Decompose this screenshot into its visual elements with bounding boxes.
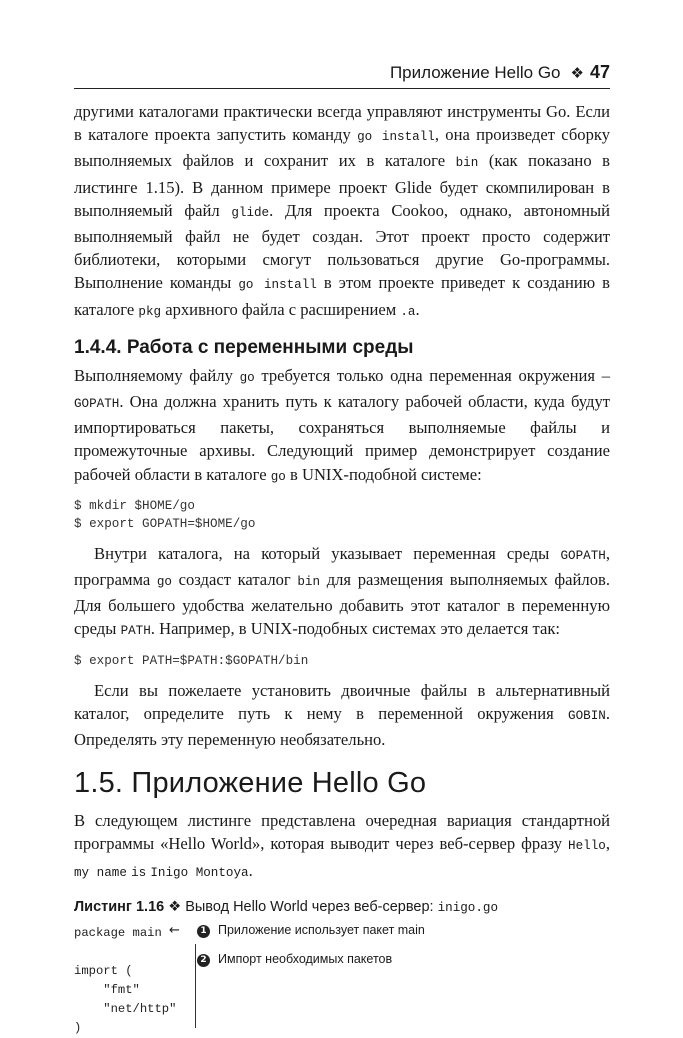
running-head-title: Приложение Hello Go xyxy=(389,63,561,82)
inline-code: my name xyxy=(74,865,127,880)
paragraph-bin-path: Внутри каталога, на который указывает переменная среды GOPATH, программа go создаст каталог bin для размещения выполняемых файлов. Для большего удобства желательно добавить этот каталог в переменную среды PATH. Например, в UNIX-подобных системах это делается так: xyxy=(74,543,610,639)
listing-code: package main import ( "fmt" "net/http" ) xyxy=(74,925,177,1035)
arrow-left-icon: ← xyxy=(169,922,180,938)
inline-code: glide xyxy=(231,205,270,220)
paragraph-gobin: Если вы пожелаете установить двоичные файлы в альтернативный каталог, определите путь к нему в переменной окружения GOBIN. Определять эту переменную необязательно. xyxy=(74,680,610,750)
inline-code: go install xyxy=(357,130,435,145)
listing-title: Вывод Hello World через веб-сервер: xyxy=(185,898,438,915)
inline-code: go xyxy=(156,575,172,590)
running-head xyxy=(74,56,610,89)
code-listing xyxy=(74,924,610,1034)
code-block-gopath: $ mkdir $HOME/go $ export GOPATH=$HOME/go xyxy=(74,498,256,531)
inline-code: pkg xyxy=(138,304,162,319)
page-body xyxy=(74,100,610,1034)
inline-code: bin xyxy=(297,575,321,590)
paragraph-go-install: другими каталогами практически всегда управляют инструменты Go. Если в каталоге проекта запустить команду go install, она произведет сборку выполняемых файлов и сохранит их в каталоге bin (как показано в листинге 1.15). В данном примере проект Glide будет скомпилирован в выполняемый файл glide. Для проекта Cookoo, однако, автономный выполняемый файл не будет создан. Этот проект просто содержит библиотеки, которыми смогут пользоваться другие Go-программы. Выполнение команды go install в этом проекте приведет к созданию в каталоге pkg архивного файла с расширением .a. xyxy=(74,102,610,319)
inline-code: .a xyxy=(400,304,416,319)
inline-code: is xyxy=(131,865,147,880)
callout-2-icon: 2 xyxy=(197,954,210,967)
inline-code: go install xyxy=(238,278,317,293)
inline-code: Hello xyxy=(568,839,606,854)
page-number: 47 xyxy=(589,62,610,82)
callout-1-icon: 1 xyxy=(197,925,210,938)
inline-code: GOPATH xyxy=(74,397,120,412)
inline-code: bin xyxy=(455,156,479,171)
paragraph-hello-world: В следующем листинге представлена очередная вариация стандартной программы «Hello World», которая выводит через веб-сервер фразу Hello, my name is Inigo Montoya. xyxy=(74,811,610,880)
separator-icon: ❖ xyxy=(168,898,182,915)
annotation-rule xyxy=(195,944,196,1028)
inline-code: PATH xyxy=(120,624,151,639)
paragraph-gopath: Выполняемому файлу go требуется только одна переменная окружения – GOPATH. Она должна хранить путь к каталогу рабочей области, куда будут импортироваться пакеты, сохраняться выполняемые файлы и промежуточные архивы. Следующий пример демонстрирует создание рабочей области в каталоге go в UNIX-подобной системе: xyxy=(74,365,611,484)
inline-code: GOPATH xyxy=(560,548,606,563)
code-block-path: $ export PATH=$PATH:$GOPATH/bin xyxy=(74,653,309,668)
listing-caption xyxy=(74,897,610,918)
section-heading-1-4-4: 1.4.4. Работа с переменными среды xyxy=(74,336,414,358)
inline-code: GOBIN xyxy=(568,708,606,723)
separator-icon: ❖ xyxy=(570,65,584,82)
listing-filename: inigo.go xyxy=(437,900,499,915)
inline-code: go xyxy=(270,469,286,484)
annotation-2: 2 Импорт необходимых пакетов xyxy=(197,952,392,967)
annotation-1: 1 Приложение использует пакет main xyxy=(197,923,425,938)
inline-code: Inigo Montoya xyxy=(150,865,249,880)
inline-code: go xyxy=(239,370,255,385)
listing-label: Листинг 1.16 xyxy=(74,898,165,915)
section-heading-1-5: 1.5. Приложение Hello Go xyxy=(74,767,427,800)
